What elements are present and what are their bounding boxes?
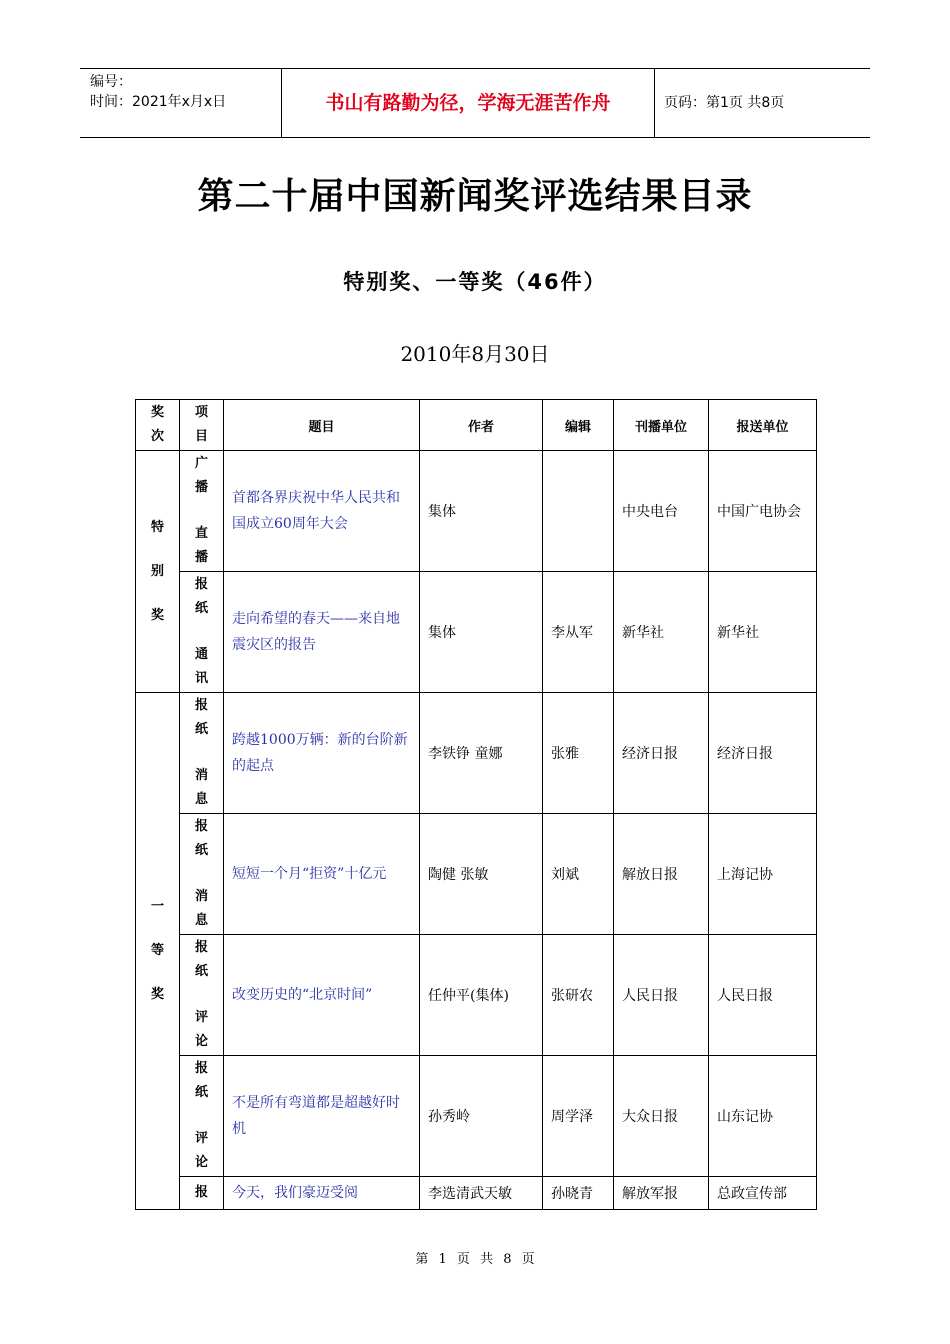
entry-publisher: 解放日报 <box>614 814 709 935</box>
entry-title: 跨越1000万辆：新的台阶新的起点 <box>224 693 420 814</box>
entry-publisher: 人民日报 <box>614 935 709 1056</box>
entry-editor: 张研农 <box>543 935 614 1056</box>
category-cell: 报 <box>180 1177 224 1210</box>
header-editor: 编辑 <box>543 400 614 451</box>
entry-editor: 刘斌 <box>543 814 614 935</box>
category-cell: 报 纸 评 论 <box>180 935 224 1056</box>
entry-editor: 周学泽 <box>543 1056 614 1177</box>
entry-editor <box>543 451 614 572</box>
entry-publisher: 经济日报 <box>614 693 709 814</box>
table-row <box>136 451 817 572</box>
entry-title: 今天，我们豪迈受阅 <box>224 1177 420 1210</box>
header-award: 奖 次 <box>136 400 180 451</box>
category-cell: 报 纸 消 息 <box>180 814 224 935</box>
entry-publisher: 新华社 <box>614 572 709 693</box>
entry-author: 孙秀岭 <box>420 1056 543 1177</box>
entry-author: 集体 <box>420 451 543 572</box>
entry-title: 改变历史的“北京时间” <box>224 935 420 1056</box>
table-row <box>136 572 817 693</box>
entry-editor: 孙晓青 <box>543 1177 614 1210</box>
entry-title: 不是所有弯道都是超越好时机 <box>224 1056 420 1177</box>
category-cell: 报 纸 通 讯 <box>180 572 224 693</box>
entry-author: 李铁铮 童娜 <box>420 693 543 814</box>
document-date: 2010年8月30日 <box>400 342 550 366</box>
table-row <box>136 935 817 1056</box>
table-row <box>136 1056 817 1177</box>
entry-submitter: 新华社 <box>709 572 817 693</box>
entry-submitter: 中国广电协会 <box>709 451 817 572</box>
entry-author: 陶健 张敏 <box>420 814 543 935</box>
entry-submitter: 山东记协 <box>709 1056 817 1177</box>
header-number: 编号： <box>90 74 132 90</box>
header-motto: 书山有路勤为径，学海无涯苦作舟 <box>281 69 655 137</box>
table-header-row <box>136 400 817 451</box>
entry-author: 李选清武天敏 <box>420 1177 543 1210</box>
table-row <box>136 693 817 814</box>
entry-title: 首都各界庆祝中华人民共和国成立60周年大会 <box>224 451 420 572</box>
header-meta <box>80 69 280 137</box>
category-cell: 广 播 直 播 <box>180 451 224 572</box>
results-table <box>135 399 817 1210</box>
category-cell: 报 纸 消 息 <box>180 693 224 814</box>
award-group-special: 特 别 奖 <box>136 451 180 693</box>
entry-publisher: 大众日报 <box>614 1056 709 1177</box>
header-publisher: 刊播单位 <box>614 400 709 451</box>
header-page-number: 页码：第1页 共8页 <box>664 95 785 111</box>
award-group-first: 一 等 奖 <box>136 693 180 1210</box>
document-title: 第二十届中国新闻奖评选结果目录 <box>197 176 753 217</box>
entry-submitter: 上海记协 <box>709 814 817 935</box>
header-submitter: 报送单位 <box>709 400 817 451</box>
entry-editor: 李从军 <box>543 572 614 693</box>
table-row <box>136 1177 817 1210</box>
header-category: 项 目 <box>180 400 224 451</box>
entry-publisher: 解放军报 <box>614 1177 709 1210</box>
entry-author: 任仲平(集体) <box>420 935 543 1056</box>
entry-publisher: 中央电台 <box>614 451 709 572</box>
entry-submitter: 经济日报 <box>709 693 817 814</box>
entry-editor: 张雅 <box>543 693 614 814</box>
entry-submitter: 人民日报 <box>709 935 817 1056</box>
entry-title: 走向希望的春天——来自地震灾区的报告 <box>224 572 420 693</box>
header-author: 作者 <box>420 400 543 451</box>
header-title: 题目 <box>224 400 420 451</box>
entry-submitter: 总政宣传部 <box>709 1177 817 1210</box>
page-footer: 第 1 页 共 8 页 <box>415 1252 535 1267</box>
document-subtitle: 特别奖、一等奖（46件） <box>343 270 607 294</box>
entry-title: 短短一个月“拒资”十亿元 <box>224 814 420 935</box>
table-row <box>136 814 817 935</box>
entry-author: 集体 <box>420 572 543 693</box>
header-time: 时间：2021年x月x日 <box>90 94 227 110</box>
category-cell: 报 纸 评 论 <box>180 1056 224 1177</box>
page-header <box>80 68 870 138</box>
